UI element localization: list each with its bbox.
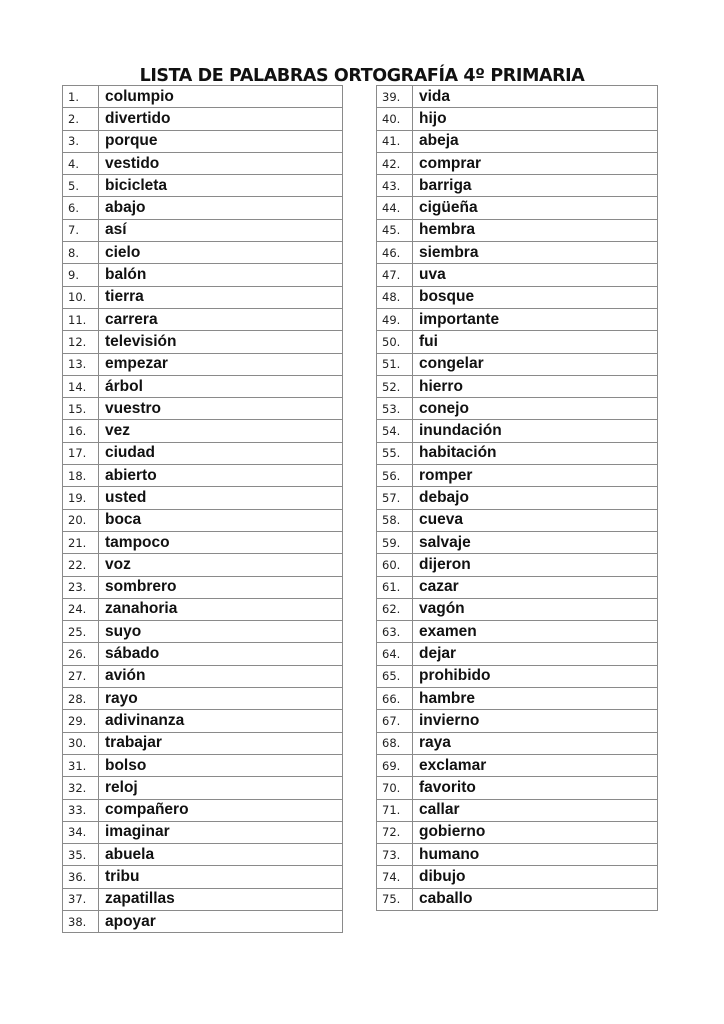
word-number: 29. bbox=[63, 710, 99, 732]
word-number: 21. bbox=[63, 531, 99, 553]
word-text: reloj bbox=[99, 777, 343, 799]
word-text: gobierno bbox=[413, 821, 658, 843]
word-text: salvaje bbox=[413, 531, 658, 553]
word-row bbox=[63, 754, 343, 776]
word-text: habitación bbox=[413, 442, 658, 464]
word-number: 16. bbox=[63, 420, 99, 442]
word-row bbox=[377, 821, 658, 843]
word-text: divertido bbox=[99, 108, 343, 130]
word-number: 3. bbox=[63, 130, 99, 152]
word-text: rayo bbox=[99, 688, 343, 710]
word-row bbox=[63, 710, 343, 732]
word-text: compañero bbox=[99, 799, 343, 821]
word-number: 72. bbox=[377, 821, 413, 843]
word-text: hembra bbox=[413, 219, 658, 241]
word-text: adivinanza bbox=[99, 710, 343, 732]
word-number: 48. bbox=[377, 286, 413, 308]
word-number: 25. bbox=[63, 621, 99, 643]
word-row bbox=[377, 799, 658, 821]
word-number: 1. bbox=[63, 86, 99, 108]
word-number: 52. bbox=[377, 375, 413, 397]
word-text: prohibido bbox=[413, 665, 658, 687]
word-row bbox=[377, 509, 658, 531]
word-text: importante bbox=[413, 308, 658, 330]
word-text: empezar bbox=[99, 353, 343, 375]
word-row bbox=[63, 732, 343, 754]
word-row bbox=[63, 442, 343, 464]
word-text: vestido bbox=[99, 152, 343, 174]
word-number: 55. bbox=[377, 442, 413, 464]
word-number: 74. bbox=[377, 866, 413, 888]
word-row bbox=[63, 86, 343, 108]
word-row bbox=[63, 398, 343, 420]
word-number: 6. bbox=[63, 197, 99, 219]
word-row bbox=[63, 197, 343, 219]
word-text: invierno bbox=[413, 710, 658, 732]
word-row bbox=[377, 754, 658, 776]
word-row bbox=[377, 465, 658, 487]
word-row bbox=[63, 777, 343, 799]
word-text: usted bbox=[99, 487, 343, 509]
word-text: sombrero bbox=[99, 576, 343, 598]
word-text: caballo bbox=[413, 888, 658, 910]
word-number: 19. bbox=[63, 487, 99, 509]
word-number: 13. bbox=[63, 353, 99, 375]
word-row bbox=[63, 465, 343, 487]
word-number: 68. bbox=[377, 732, 413, 754]
word-text: carrera bbox=[99, 308, 343, 330]
word-table-left bbox=[62, 85, 343, 933]
word-row bbox=[63, 108, 343, 130]
word-row bbox=[63, 844, 343, 866]
word-number: 36. bbox=[63, 866, 99, 888]
word-number: 38. bbox=[63, 910, 99, 932]
word-row bbox=[377, 175, 658, 197]
word-row bbox=[377, 442, 658, 464]
word-row bbox=[377, 732, 658, 754]
word-number: 44. bbox=[377, 197, 413, 219]
word-text: bolso bbox=[99, 754, 343, 776]
word-text: cigüeña bbox=[413, 197, 658, 219]
word-text: trabajar bbox=[99, 732, 343, 754]
word-text: zanahoria bbox=[99, 598, 343, 620]
word-number: 75. bbox=[377, 888, 413, 910]
word-text: abeja bbox=[413, 130, 658, 152]
word-number: 37. bbox=[63, 888, 99, 910]
word-number: 49. bbox=[377, 308, 413, 330]
word-number: 14. bbox=[63, 375, 99, 397]
word-row bbox=[63, 175, 343, 197]
word-number: 5. bbox=[63, 175, 99, 197]
word-row bbox=[377, 531, 658, 553]
word-row bbox=[63, 621, 343, 643]
word-row bbox=[63, 286, 343, 308]
word-number: 47. bbox=[377, 264, 413, 286]
page-title: LISTA DE PALABRAS ORTOGRAFÍA 4º PRIMARIA bbox=[139, 65, 585, 86]
word-text: boca bbox=[99, 509, 343, 531]
word-row bbox=[377, 487, 658, 509]
word-text: apoyar bbox=[99, 910, 343, 932]
word-number: 64. bbox=[377, 643, 413, 665]
word-text: hambre bbox=[413, 688, 658, 710]
word-text: callar bbox=[413, 799, 658, 821]
word-text: debajo bbox=[413, 487, 658, 509]
word-text: exclamar bbox=[413, 754, 658, 776]
word-number: 10. bbox=[63, 286, 99, 308]
word-number: 71. bbox=[377, 799, 413, 821]
word-row bbox=[63, 866, 343, 888]
word-number: 2. bbox=[63, 108, 99, 130]
word-number: 12. bbox=[63, 331, 99, 353]
word-text: avión bbox=[99, 665, 343, 687]
word-row bbox=[377, 242, 658, 264]
word-number: 53. bbox=[377, 398, 413, 420]
word-text: porque bbox=[99, 130, 343, 152]
word-number: 9. bbox=[63, 264, 99, 286]
word-row bbox=[377, 710, 658, 732]
word-row bbox=[377, 576, 658, 598]
word-text: balón bbox=[99, 264, 343, 286]
word-row bbox=[377, 353, 658, 375]
word-number: 18. bbox=[63, 465, 99, 487]
word-text: dijeron bbox=[413, 554, 658, 576]
word-text: tribu bbox=[99, 866, 343, 888]
word-text: así bbox=[99, 219, 343, 241]
word-number: 56. bbox=[377, 465, 413, 487]
word-number: 57. bbox=[377, 487, 413, 509]
word-row bbox=[377, 219, 658, 241]
word-text: sábado bbox=[99, 643, 343, 665]
word-number: 40. bbox=[377, 108, 413, 130]
word-number: 61. bbox=[377, 576, 413, 598]
word-number: 63. bbox=[377, 621, 413, 643]
word-text: conejo bbox=[413, 398, 658, 420]
word-text: uva bbox=[413, 264, 658, 286]
word-text: humano bbox=[413, 844, 658, 866]
word-row bbox=[63, 665, 343, 687]
word-row bbox=[63, 799, 343, 821]
word-text: abuela bbox=[99, 844, 343, 866]
word-row bbox=[377, 375, 658, 397]
word-number: 70. bbox=[377, 777, 413, 799]
word-row bbox=[377, 665, 658, 687]
word-row bbox=[63, 219, 343, 241]
word-text: vagón bbox=[413, 598, 658, 620]
word-text: columpio bbox=[99, 86, 343, 108]
word-row bbox=[377, 866, 658, 888]
word-text: comprar bbox=[413, 152, 658, 174]
word-number: 20. bbox=[63, 509, 99, 531]
word-text: tierra bbox=[99, 286, 343, 308]
word-number: 73. bbox=[377, 844, 413, 866]
word-row bbox=[377, 621, 658, 643]
word-number: 39. bbox=[377, 86, 413, 108]
word-text: fui bbox=[413, 331, 658, 353]
word-number: 50. bbox=[377, 331, 413, 353]
word-row bbox=[377, 398, 658, 420]
word-number: 65. bbox=[377, 665, 413, 687]
word-number: 33. bbox=[63, 799, 99, 821]
word-text: romper bbox=[413, 465, 658, 487]
word-text: imaginar bbox=[99, 821, 343, 843]
word-number: 34. bbox=[63, 821, 99, 843]
word-number: 8. bbox=[63, 242, 99, 264]
word-text: tampoco bbox=[99, 531, 343, 553]
word-row bbox=[377, 688, 658, 710]
word-row bbox=[63, 821, 343, 843]
word-row bbox=[377, 643, 658, 665]
word-text: raya bbox=[413, 732, 658, 754]
word-row bbox=[63, 509, 343, 531]
word-number: 35. bbox=[63, 844, 99, 866]
word-text: vez bbox=[99, 420, 343, 442]
word-text: bosque bbox=[413, 286, 658, 308]
word-row bbox=[377, 197, 658, 219]
word-row bbox=[377, 598, 658, 620]
word-row bbox=[63, 152, 343, 174]
word-number: 59. bbox=[377, 531, 413, 553]
word-text: cielo bbox=[99, 242, 343, 264]
word-number: 27. bbox=[63, 665, 99, 687]
word-number: 22. bbox=[63, 554, 99, 576]
word-row bbox=[377, 844, 658, 866]
word-text: hijo bbox=[413, 108, 658, 130]
word-text: siembra bbox=[413, 242, 658, 264]
word-row bbox=[63, 487, 343, 509]
word-text: inundación bbox=[413, 420, 658, 442]
word-text: congelar bbox=[413, 353, 658, 375]
word-table-right-body bbox=[377, 86, 658, 911]
word-text: ciudad bbox=[99, 442, 343, 464]
word-text: vida bbox=[413, 86, 658, 108]
word-row bbox=[63, 688, 343, 710]
word-row bbox=[63, 888, 343, 910]
word-text: examen bbox=[413, 621, 658, 643]
word-text: bicicleta bbox=[99, 175, 343, 197]
word-row bbox=[63, 598, 343, 620]
word-row bbox=[377, 420, 658, 442]
word-text: cazar bbox=[413, 576, 658, 598]
word-row bbox=[63, 420, 343, 442]
word-number: 66. bbox=[377, 688, 413, 710]
word-number: 42. bbox=[377, 152, 413, 174]
word-row bbox=[377, 331, 658, 353]
word-text: dibujo bbox=[413, 866, 658, 888]
word-number: 4. bbox=[63, 152, 99, 174]
word-number: 32. bbox=[63, 777, 99, 799]
word-text: barriga bbox=[413, 175, 658, 197]
word-number: 60. bbox=[377, 554, 413, 576]
word-number: 23. bbox=[63, 576, 99, 598]
word-number: 26. bbox=[63, 643, 99, 665]
word-number: 43. bbox=[377, 175, 413, 197]
word-text: suyo bbox=[99, 621, 343, 643]
word-number: 41. bbox=[377, 130, 413, 152]
word-row bbox=[63, 331, 343, 353]
word-text: voz bbox=[99, 554, 343, 576]
word-number: 69. bbox=[377, 754, 413, 776]
word-row bbox=[377, 888, 658, 910]
word-number: 54. bbox=[377, 420, 413, 442]
word-text: árbol bbox=[99, 375, 343, 397]
word-row bbox=[377, 108, 658, 130]
word-text: hierro bbox=[413, 375, 658, 397]
word-row bbox=[63, 264, 343, 286]
word-text: cueva bbox=[413, 509, 658, 531]
word-row bbox=[63, 353, 343, 375]
word-text: vuestro bbox=[99, 398, 343, 420]
word-number: 7. bbox=[63, 219, 99, 241]
word-number: 30. bbox=[63, 732, 99, 754]
word-number: 45. bbox=[377, 219, 413, 241]
word-text: televisión bbox=[99, 331, 343, 353]
word-row bbox=[377, 86, 658, 108]
word-row bbox=[377, 554, 658, 576]
word-row bbox=[377, 777, 658, 799]
word-row bbox=[377, 286, 658, 308]
word-number: 15. bbox=[63, 398, 99, 420]
word-row bbox=[377, 130, 658, 152]
word-number: 46. bbox=[377, 242, 413, 264]
word-row bbox=[63, 375, 343, 397]
word-number: 51. bbox=[377, 353, 413, 375]
word-text: zapatillas bbox=[99, 888, 343, 910]
word-number: 24. bbox=[63, 598, 99, 620]
word-number: 62. bbox=[377, 598, 413, 620]
word-row bbox=[63, 576, 343, 598]
word-text: favorito bbox=[413, 777, 658, 799]
word-text: dejar bbox=[413, 643, 658, 665]
word-row bbox=[377, 308, 658, 330]
word-number: 58. bbox=[377, 509, 413, 531]
word-table-right bbox=[376, 85, 658, 911]
word-number: 11. bbox=[63, 308, 99, 330]
word-text: abierto bbox=[99, 465, 343, 487]
word-row bbox=[377, 264, 658, 286]
word-number: 17. bbox=[63, 442, 99, 464]
word-row bbox=[63, 308, 343, 330]
word-number: 67. bbox=[377, 710, 413, 732]
word-row bbox=[377, 152, 658, 174]
word-table-left-body bbox=[63, 86, 343, 933]
word-row bbox=[63, 242, 343, 264]
word-text: abajo bbox=[99, 197, 343, 219]
word-row bbox=[63, 531, 343, 553]
word-number: 28. bbox=[63, 688, 99, 710]
word-number: 31. bbox=[63, 754, 99, 776]
word-row bbox=[63, 130, 343, 152]
word-row bbox=[63, 910, 343, 932]
word-row bbox=[63, 554, 343, 576]
word-row bbox=[63, 643, 343, 665]
